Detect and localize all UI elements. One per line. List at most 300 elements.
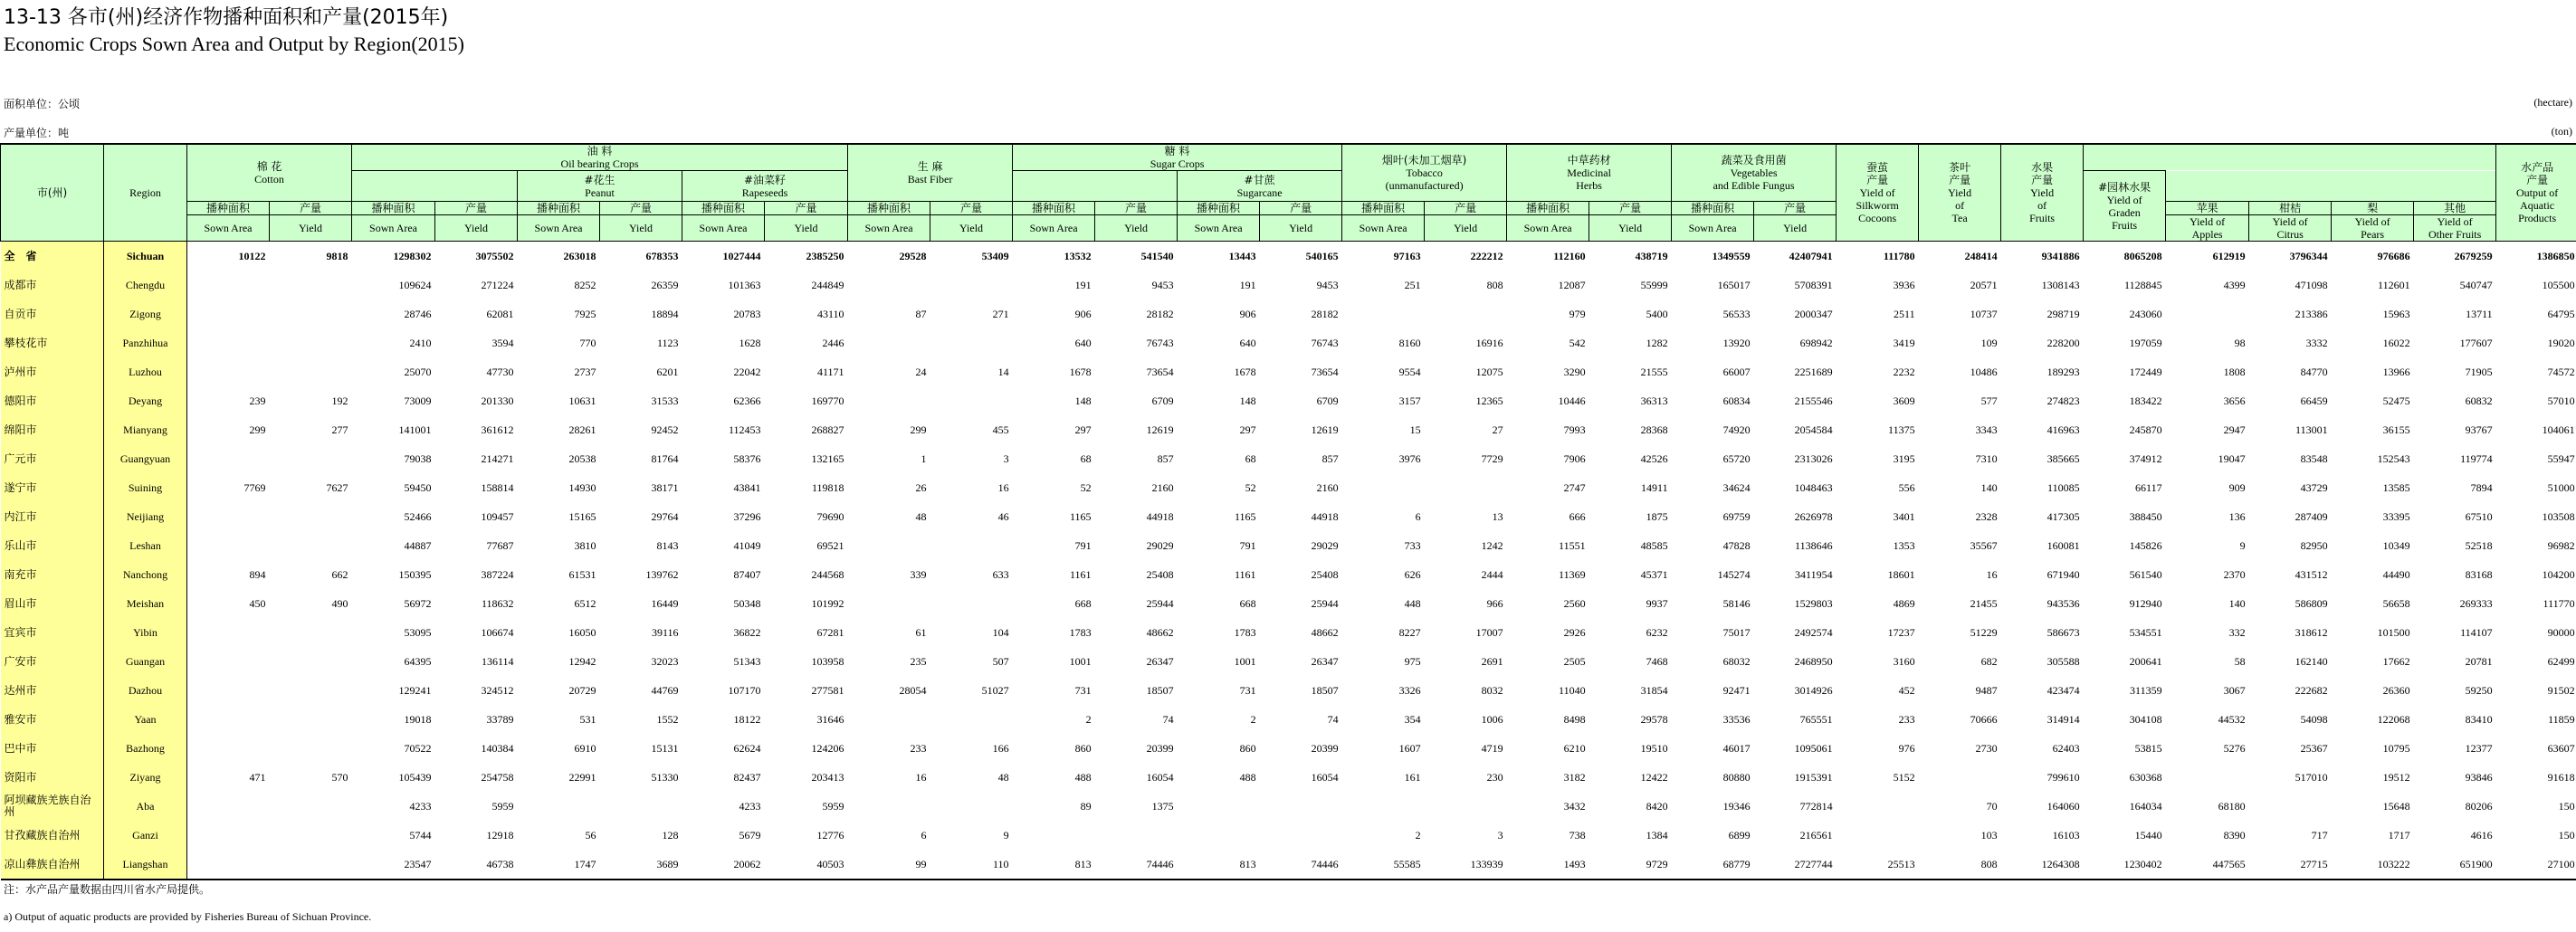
value-cell: 66117 bbox=[2135, 480, 2162, 494]
value-cell: 447565 bbox=[2166, 850, 2249, 880]
value-cell: 6 bbox=[1415, 509, 1421, 523]
value-cell: 966 bbox=[1486, 596, 1503, 610]
header-yield-en: Yield bbox=[1260, 215, 1342, 242]
value-cell: 299 bbox=[910, 423, 927, 436]
region-name-en: Nanchong bbox=[104, 560, 187, 589]
city-name-cn: 内江市 bbox=[1, 502, 104, 531]
value-cell: 2410 bbox=[409, 336, 432, 349]
value-cell: 423474 bbox=[2046, 683, 2080, 697]
value-cell: 1282 bbox=[1646, 336, 1668, 349]
value-cell bbox=[2166, 300, 2249, 328]
value-cell: 28746 bbox=[404, 307, 432, 320]
value-cell: 354 bbox=[1404, 712, 1421, 726]
value-cell: 16449 bbox=[651, 596, 679, 610]
value-cell: 64395 bbox=[404, 654, 432, 668]
value-cell: 11551 bbox=[1559, 538, 1586, 552]
value-cell: 7993 bbox=[1563, 423, 1586, 436]
value-cell: 16022 bbox=[2382, 336, 2410, 349]
value-cell: 27 bbox=[1492, 423, 1503, 436]
value-cell: 112601 bbox=[2378, 278, 2410, 291]
value-cell: 1298302 bbox=[393, 249, 432, 262]
header-oil: 油 料 Oil bearing Crops bbox=[352, 144, 848, 171]
value-cell: 297 bbox=[1074, 423, 1092, 436]
value-cell: 490 bbox=[331, 596, 348, 610]
header-area: 播种面积 bbox=[1013, 202, 1095, 215]
value-cell bbox=[270, 705, 352, 734]
value-cell: 79038 bbox=[404, 452, 432, 465]
value-cell: 82950 bbox=[2300, 538, 2328, 552]
value-cell: 47828 bbox=[1722, 538, 1751, 552]
value-cell: 1165 bbox=[1235, 509, 1256, 523]
value-cell: 93767 bbox=[2465, 423, 2493, 436]
value-cell: 542 bbox=[1569, 336, 1586, 349]
footnote-en: a) Output of aquatic products are provided by Fisheries Bureau of Sichuan Province. bbox=[4, 910, 372, 923]
value-cell: 7769 bbox=[243, 480, 266, 494]
value-cell: 27715 bbox=[2249, 850, 2332, 880]
value-cell: 70 bbox=[1986, 799, 1998, 813]
value-cell bbox=[930, 705, 1013, 734]
table-row bbox=[1, 531, 2576, 560]
value-cell: 177607 bbox=[2459, 336, 2493, 349]
value-cell: 534551 bbox=[2129, 625, 2162, 639]
value-cell bbox=[270, 531, 352, 560]
table-row bbox=[1, 792, 2576, 821]
value-cell: 29764 bbox=[651, 509, 679, 523]
header-area: 播种面积 bbox=[1507, 202, 1589, 215]
value-cell: 136114 bbox=[481, 654, 514, 668]
value-cell: 189293 bbox=[2046, 365, 2080, 378]
value-cell: 41049 bbox=[733, 538, 761, 552]
value-cell: 263018 bbox=[563, 249, 596, 262]
value-cell: 770 bbox=[579, 336, 596, 349]
value-cell: 13585 bbox=[2382, 480, 2410, 494]
header-region: Region bbox=[104, 144, 187, 242]
value-cell: 51330 bbox=[651, 770, 679, 784]
value-cell bbox=[2249, 792, 2332, 821]
value-cell: 304108 bbox=[2129, 712, 2162, 726]
header-area-en: Sown Area bbox=[1013, 215, 1095, 242]
value-cell bbox=[270, 502, 352, 531]
value-cell: 1242 bbox=[1481, 538, 1503, 552]
value-cell bbox=[270, 444, 352, 473]
value-cell bbox=[848, 589, 930, 618]
value-cell: 103958 bbox=[811, 654, 844, 668]
value-cell bbox=[930, 271, 1013, 300]
value-cell: 5400 bbox=[1646, 307, 1668, 320]
value-cell: 15131 bbox=[651, 741, 679, 755]
value-cell: 943536 bbox=[2046, 596, 2080, 610]
value-cell: 43729 bbox=[2300, 480, 2328, 494]
value-cell: 561540 bbox=[2129, 567, 2162, 581]
value-cell: 200641 bbox=[2129, 654, 2162, 668]
footnote-cn: 注：水产品产量数据由四川省水产局提供。 bbox=[4, 883, 211, 896]
value-cell: 682 bbox=[1980, 654, 1998, 668]
value-cell bbox=[848, 792, 930, 821]
value-cell: 132165 bbox=[811, 452, 844, 465]
value-cell: 4616 bbox=[2470, 828, 2493, 842]
value-cell: 269333 bbox=[2459, 596, 2493, 610]
value-cell: 25408 bbox=[1311, 567, 1339, 581]
value-cell: 97163 bbox=[1393, 249, 1421, 262]
value-cell: 3343 bbox=[1975, 423, 1998, 436]
value-cell: 765551 bbox=[1799, 712, 1833, 726]
value-cell bbox=[187, 705, 270, 734]
value-cell: 50348 bbox=[733, 596, 761, 610]
city-name-cn: 巴中市 bbox=[1, 734, 104, 763]
value-cell: 3432 bbox=[1563, 799, 1586, 813]
value-cell: 662 bbox=[331, 567, 348, 581]
value-cell: 976 bbox=[1898, 741, 1915, 755]
value-cell: 104 bbox=[992, 625, 1009, 639]
value-cell: 35567 bbox=[1970, 538, 1998, 552]
value-cell: 162140 bbox=[2295, 654, 2328, 668]
header-area: 播种面积 bbox=[518, 202, 600, 215]
value-cell: 145826 bbox=[2129, 538, 2162, 552]
value-cell: 75017 bbox=[1722, 625, 1751, 639]
value-cell: 44887 bbox=[404, 538, 432, 552]
value-cell: 110085 bbox=[2047, 480, 2080, 494]
value-cell: 133939 bbox=[1425, 850, 1507, 880]
value-cell: 70522 bbox=[404, 741, 432, 755]
value-cell: 12365 bbox=[1475, 394, 1503, 407]
value-cell: 48662 bbox=[1146, 625, 1174, 639]
value-cell: 40503 bbox=[765, 850, 848, 880]
header-silk: 蚕茧 产量 Yield of Silkworm Cocoons bbox=[1837, 144, 1919, 242]
value-cell: 9937 bbox=[1646, 596, 1668, 610]
value-cell: 12377 bbox=[2465, 741, 2493, 755]
value-cell: 488 bbox=[1239, 770, 1256, 784]
value-cell: 2505 bbox=[1563, 654, 1586, 668]
region-name-en: Panzhihua bbox=[104, 328, 187, 357]
value-cell: 192 bbox=[331, 394, 348, 407]
city-name-cn: 凉山彝族自治州 bbox=[1, 850, 104, 880]
region-name-en: Dazhou bbox=[104, 676, 187, 705]
value-cell: 47730 bbox=[486, 365, 514, 378]
value-cell: 18122 bbox=[733, 712, 761, 726]
table-row bbox=[1, 821, 2576, 850]
value-cell: 9453 bbox=[1151, 278, 1174, 291]
value-cell: 140384 bbox=[481, 741, 514, 755]
value-cell: 2446 bbox=[822, 336, 844, 349]
value-cell: 150 bbox=[2558, 799, 2575, 813]
value-cell: 2155546 bbox=[1794, 394, 1833, 407]
header-area-en: Sown Area bbox=[352, 215, 435, 242]
value-cell: 42526 bbox=[1640, 452, 1668, 465]
value-cell: 2160 bbox=[1151, 480, 1174, 494]
value-cell: 24 bbox=[915, 365, 927, 378]
value-cell: 48662 bbox=[1311, 625, 1339, 639]
value-cell: 150 bbox=[2558, 828, 2575, 842]
value-cell: 150395 bbox=[398, 567, 432, 581]
value-cell: 1493 bbox=[1507, 850, 1589, 880]
value-cell: 7925 bbox=[574, 307, 596, 320]
value-cell: 52466 bbox=[404, 509, 432, 523]
region-name-en: Meishan bbox=[104, 589, 187, 618]
value-cell: 60834 bbox=[1722, 394, 1751, 407]
value-cell: 3 bbox=[1497, 828, 1503, 842]
header-fruit-sub-spacer bbox=[2166, 171, 2496, 202]
value-cell: 1001 bbox=[1234, 654, 1256, 668]
value-cell: 55999 bbox=[1640, 278, 1668, 291]
value-cell: 857 bbox=[1157, 452, 1174, 465]
value-cell bbox=[187, 792, 270, 821]
value-cell: 12619 bbox=[1311, 423, 1339, 436]
value-cell: 106674 bbox=[481, 625, 514, 639]
value-cell: 2468950 bbox=[1794, 654, 1833, 668]
value-cell: 21455 bbox=[1970, 596, 1998, 610]
value-cell bbox=[187, 531, 270, 560]
value-cell: 103508 bbox=[2542, 509, 2575, 523]
value-cell: 83410 bbox=[2465, 712, 2493, 726]
value-cell: 738 bbox=[1569, 828, 1586, 842]
value-cell: 74572 bbox=[2547, 365, 2575, 378]
value-cell: 10349 bbox=[2382, 538, 2410, 552]
value-cell: 80206 bbox=[2465, 799, 2493, 813]
value-cell: 731 bbox=[1239, 683, 1256, 697]
value-cell: 3067 bbox=[2223, 683, 2246, 697]
value-cell: 5959 bbox=[822, 799, 844, 813]
value-cell: 44769 bbox=[651, 683, 679, 697]
value-cell: 244568 bbox=[811, 567, 844, 581]
value-cell bbox=[1837, 792, 1919, 821]
value-cell: 517010 bbox=[2295, 770, 2328, 784]
region-name-en: Deyang bbox=[104, 386, 187, 415]
value-cell: 3689 bbox=[600, 850, 682, 880]
region-name-en: Luzhou bbox=[104, 357, 187, 386]
value-cell: 4233 bbox=[739, 799, 761, 813]
value-cell: 233 bbox=[910, 741, 927, 755]
value-cell: 311359 bbox=[2130, 683, 2162, 697]
value-cell: 6210 bbox=[1563, 741, 1586, 755]
value-cell: 906 bbox=[1074, 307, 1092, 320]
value-cell: 16 bbox=[915, 770, 927, 784]
value-cell bbox=[518, 792, 600, 821]
value-cell: 56658 bbox=[2382, 596, 2410, 610]
value-cell: 68 bbox=[1080, 452, 1092, 465]
value-cell bbox=[187, 357, 270, 386]
value-cell: 113001 bbox=[2295, 423, 2328, 436]
value-cell: 5708391 bbox=[1794, 278, 1833, 291]
value-cell: 101992 bbox=[811, 596, 844, 610]
value-cell: 318612 bbox=[2295, 625, 2328, 639]
city-name-cn: 宜宾市 bbox=[1, 618, 104, 647]
value-cell: 1001 bbox=[1069, 654, 1092, 668]
value-cell: 2492574 bbox=[1794, 625, 1833, 639]
area-unit-cn: 面积单位：公顷 bbox=[4, 98, 81, 110]
value-cell: 31646 bbox=[816, 712, 844, 726]
value-cell: 29578 bbox=[1640, 712, 1668, 726]
value-cell: 140 bbox=[2228, 596, 2246, 610]
value-cell: 698942 bbox=[1799, 336, 1833, 349]
header-area: 播种面积 bbox=[1178, 202, 1260, 215]
header-peanut: #花生 Peanut bbox=[518, 171, 682, 202]
value-cell: 8420 bbox=[1646, 799, 1668, 813]
value-cell: 298719 bbox=[2046, 307, 2080, 320]
value-cell: 25367 bbox=[2300, 741, 2328, 755]
value-cell bbox=[848, 271, 930, 300]
value-cell: 21555 bbox=[1640, 365, 1668, 378]
value-cell: 59450 bbox=[404, 480, 432, 494]
value-cell: 1915391 bbox=[1794, 770, 1833, 784]
value-cell: 387224 bbox=[481, 567, 514, 581]
region-name-en: Guangan bbox=[104, 647, 187, 676]
value-cell: 1128845 bbox=[2124, 278, 2162, 291]
value-cell: 9341886 bbox=[2041, 249, 2080, 262]
value-cell: 79690 bbox=[816, 509, 844, 523]
header-area-en: Sown Area bbox=[1178, 215, 1260, 242]
value-cell: 3160 bbox=[1893, 654, 1915, 668]
value-cell: 230 bbox=[1486, 770, 1503, 784]
header-pear-en: Yield of Pears bbox=[2332, 215, 2414, 242]
region-name-en: Yaan bbox=[104, 705, 187, 734]
value-cell: 73009 bbox=[404, 394, 432, 407]
value-cell: 332 bbox=[2228, 625, 2246, 639]
value-cell bbox=[187, 734, 270, 763]
value-cell: 19020 bbox=[2547, 336, 2575, 349]
value-cell: 58 bbox=[2234, 654, 2246, 668]
value-cell: 140 bbox=[1980, 480, 1998, 494]
value-cell: 633 bbox=[992, 567, 1009, 581]
value-cell bbox=[270, 676, 352, 705]
value-cell: 39116 bbox=[651, 625, 679, 639]
value-cell: 203413 bbox=[811, 770, 844, 784]
value-cell: 2054584 bbox=[1794, 423, 1833, 436]
value-cell: 38171 bbox=[651, 480, 679, 494]
header-yield-en: Yield bbox=[1589, 215, 1672, 242]
header-sugar: 糖 料 Sugar Crops bbox=[1013, 144, 1342, 171]
value-cell: 46017 bbox=[1722, 741, 1751, 755]
value-cell: 13 bbox=[1492, 509, 1503, 523]
value-cell: 19047 bbox=[2218, 452, 2246, 465]
value-cell: 235 bbox=[910, 654, 927, 668]
value-cell: 25408 bbox=[1146, 567, 1174, 581]
value-cell: 81764 bbox=[651, 452, 679, 465]
area-unit-en: (hectare) bbox=[2533, 96, 2572, 109]
value-cell: 26 bbox=[915, 480, 927, 494]
header-yield: 产量 bbox=[765, 202, 848, 215]
value-cell: 13443 bbox=[1228, 249, 1256, 262]
value-cell: 2679259 bbox=[2454, 249, 2493, 262]
value-cell: 45371 bbox=[1640, 567, 1668, 581]
value-cell: 222212 bbox=[1470, 249, 1503, 262]
value-cell: 1353 bbox=[1893, 538, 1915, 552]
value-cell: 54098 bbox=[2300, 712, 2328, 726]
value-cell: 10737 bbox=[1970, 307, 1998, 320]
value-cell: 109 bbox=[1980, 336, 1998, 349]
value-cell bbox=[187, 618, 270, 647]
value-cell: 2251689 bbox=[1794, 365, 1833, 378]
value-cell: 191 bbox=[1239, 278, 1256, 291]
value-cell bbox=[187, 502, 270, 531]
value-cell: 541540 bbox=[1140, 249, 1174, 262]
value-cell: 29029 bbox=[1146, 538, 1174, 552]
city-name-cn: 广安市 bbox=[1, 647, 104, 676]
value-cell: 25944 bbox=[1146, 596, 1174, 610]
header-area-en: Sown Area bbox=[187, 215, 270, 242]
region-name-en: Chengdu bbox=[104, 271, 187, 300]
value-cell: 68180 bbox=[2218, 799, 2246, 813]
value-cell: 3195 bbox=[1893, 452, 1915, 465]
value-cell: 51000 bbox=[2547, 480, 2575, 494]
value-cell bbox=[848, 705, 930, 734]
value-cell: 975 bbox=[1404, 654, 1421, 668]
header-cotton: 棉 花 Cotton bbox=[187, 144, 352, 202]
region-name-en: Aba bbox=[104, 792, 187, 821]
value-cell: 4869 bbox=[1893, 596, 1915, 610]
header-yield: 产量 bbox=[270, 202, 352, 215]
table-row bbox=[1, 502, 2576, 531]
value-cell: 1048463 bbox=[1794, 480, 1833, 494]
value-cell: 87407 bbox=[733, 567, 761, 581]
header-apple: 苹果 bbox=[2166, 202, 2249, 215]
value-cell: 287409 bbox=[2295, 509, 2328, 523]
value-cell: 8252 bbox=[574, 278, 596, 291]
table-body bbox=[1, 242, 2576, 880]
value-cell: 26347 bbox=[1146, 654, 1174, 668]
value-cell: 5959 bbox=[491, 799, 514, 813]
value-cell: 3796344 bbox=[2289, 249, 2328, 262]
header-oil-spacer bbox=[352, 171, 518, 202]
header-rapeseed: #油菜籽 Rapeseeds bbox=[682, 171, 848, 202]
value-cell: 10122 bbox=[238, 249, 266, 262]
output-unit-en: (ton) bbox=[2551, 125, 2572, 138]
value-cell: 274823 bbox=[2046, 394, 2080, 407]
header-area-en: Sown Area bbox=[682, 215, 765, 242]
value-cell: 17237 bbox=[1887, 625, 1915, 639]
value-cell: 114107 bbox=[2460, 625, 2493, 639]
table-row bbox=[1, 328, 2576, 357]
value-cell: 68779 bbox=[1672, 850, 1754, 880]
value-cell: 9729 bbox=[1589, 850, 1672, 880]
value-cell: 69759 bbox=[1722, 509, 1751, 523]
value-cell: 16916 bbox=[1475, 336, 1503, 349]
value-cell: 1375 bbox=[1151, 799, 1174, 813]
value-cell: 1628 bbox=[739, 336, 761, 349]
value-cell: 57010 bbox=[2547, 394, 2575, 407]
value-cell: 90000 bbox=[2547, 625, 2575, 639]
value-cell: 4399 bbox=[2223, 278, 2246, 291]
value-cell: 74920 bbox=[1722, 423, 1751, 436]
value-cell bbox=[1837, 821, 1919, 850]
value-cell: 2737 bbox=[574, 365, 596, 378]
value-cell: 89 bbox=[1080, 799, 1092, 813]
value-cell: 20783 bbox=[733, 307, 761, 320]
city-name-cn: 雅安市 bbox=[1, 705, 104, 734]
value-cell: 109457 bbox=[481, 509, 514, 523]
value-cell: 12776 bbox=[816, 828, 844, 842]
value-cell: 7894 bbox=[2470, 480, 2493, 494]
value-cell: 8065208 bbox=[2123, 249, 2162, 262]
value-cell: 10795 bbox=[2382, 741, 2410, 755]
value-cell: 62366 bbox=[733, 394, 761, 407]
value-cell: 13532 bbox=[1064, 249, 1092, 262]
value-cell: 339 bbox=[910, 567, 927, 581]
value-cell: 112160 bbox=[1553, 249, 1586, 262]
city-name-cn: 成都市 bbox=[1, 271, 104, 300]
value-cell: 1264308 bbox=[2001, 850, 2084, 880]
value-cell: 2385250 bbox=[806, 249, 844, 262]
value-cell: 2727744 bbox=[1754, 850, 1837, 880]
value-cell: 531 bbox=[579, 712, 596, 726]
city-name-cn: 乐山市 bbox=[1, 531, 104, 560]
value-cell: 3332 bbox=[2305, 336, 2328, 349]
value-cell: 6899 bbox=[1728, 828, 1751, 842]
value-cell: 37296 bbox=[733, 509, 761, 523]
value-cell bbox=[270, 300, 352, 328]
value-cell: 5152 bbox=[1893, 770, 1915, 784]
value-cell: 53095 bbox=[404, 625, 432, 639]
value-cell: 1161 bbox=[1235, 567, 1256, 581]
